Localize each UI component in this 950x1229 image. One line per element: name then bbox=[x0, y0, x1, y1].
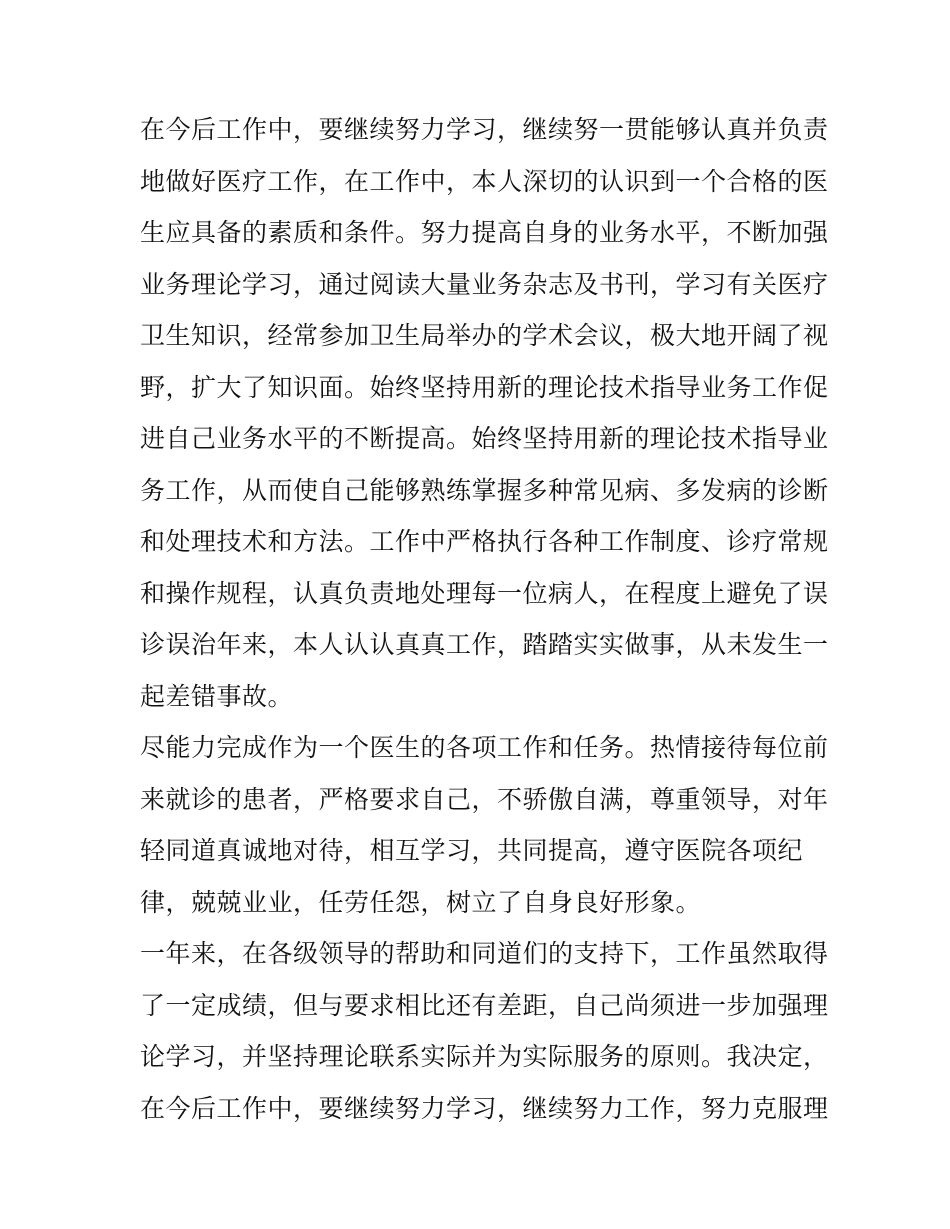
text-line: 业务理论学习，通过阅读大量业务杂志及书刊，学习有关医疗 bbox=[140, 269, 829, 299]
text-line: 论学习，并坚持理论联系实际并为实际服务的原则。我决定， bbox=[140, 1042, 829, 1071]
text-line: 卫生知识，经常参加卫生局举办的学术会议，极大地开阔了视 bbox=[140, 321, 829, 350]
text-line: 进自己业务水平的不断提高。始终坚持用新的理论技术指导业 bbox=[140, 424, 829, 453]
text-line: 一年来，在各级领导的帮助和同道们的支持下，工作虽然取得 bbox=[140, 939, 829, 968]
text-line: 野，扩大了知识面。始终坚持用新的理论技术指导业务工作促 bbox=[140, 372, 829, 402]
text-line: 在今后工作中，要继续努力学习，继续努一贯能够认真并负责 bbox=[140, 115, 829, 144]
body-text bbox=[140, 104, 829, 1134]
text-line: 生应具备的素质和条件。努力提高自身的业务水平，不断加强 bbox=[140, 218, 829, 247]
text-line: 和操作规程，认真负责地处理每一位病人，在程度上避免了误 bbox=[140, 578, 829, 608]
text-line: 了一定成绩，但与要求相比还有差距，自己尚须进一步加强理 bbox=[140, 990, 829, 1020]
text-line: 轻同道真诚地对待，相互学习，共同提高，遵守医院各项纪 bbox=[140, 836, 804, 865]
text-line: 律，兢兢业业，任劳任怨，树立了自身良好形象。 bbox=[140, 887, 702, 917]
text-line: 诊误治年来，本人认认真真工作，踏踏实实做事，从未发生一 bbox=[140, 630, 829, 659]
text-line: 务工作，从而使自己能够熟练掌握多种常见病、多发病的诊断 bbox=[140, 475, 829, 505]
text-line: 地做好医疗工作，在工作中，本人深切的认识到一个合格的医 bbox=[140, 166, 829, 196]
text-line: 来就诊的患者，严格要求自己，不骄傲自满，尊重领导，对年 bbox=[140, 784, 829, 814]
text-line: 和处理技术和方法。工作中严格执行各种工作制度、诊疗常规 bbox=[140, 527, 829, 556]
text-line: 起差错事故。 bbox=[140, 681, 294, 711]
text-line: 在今后工作中，要继续努力学习，继续努力工作，努力克服理 bbox=[140, 1093, 829, 1123]
text-line: 尽能力完成作为一个医生的各项工作和任务。热情接待每位前 bbox=[140, 733, 829, 762]
